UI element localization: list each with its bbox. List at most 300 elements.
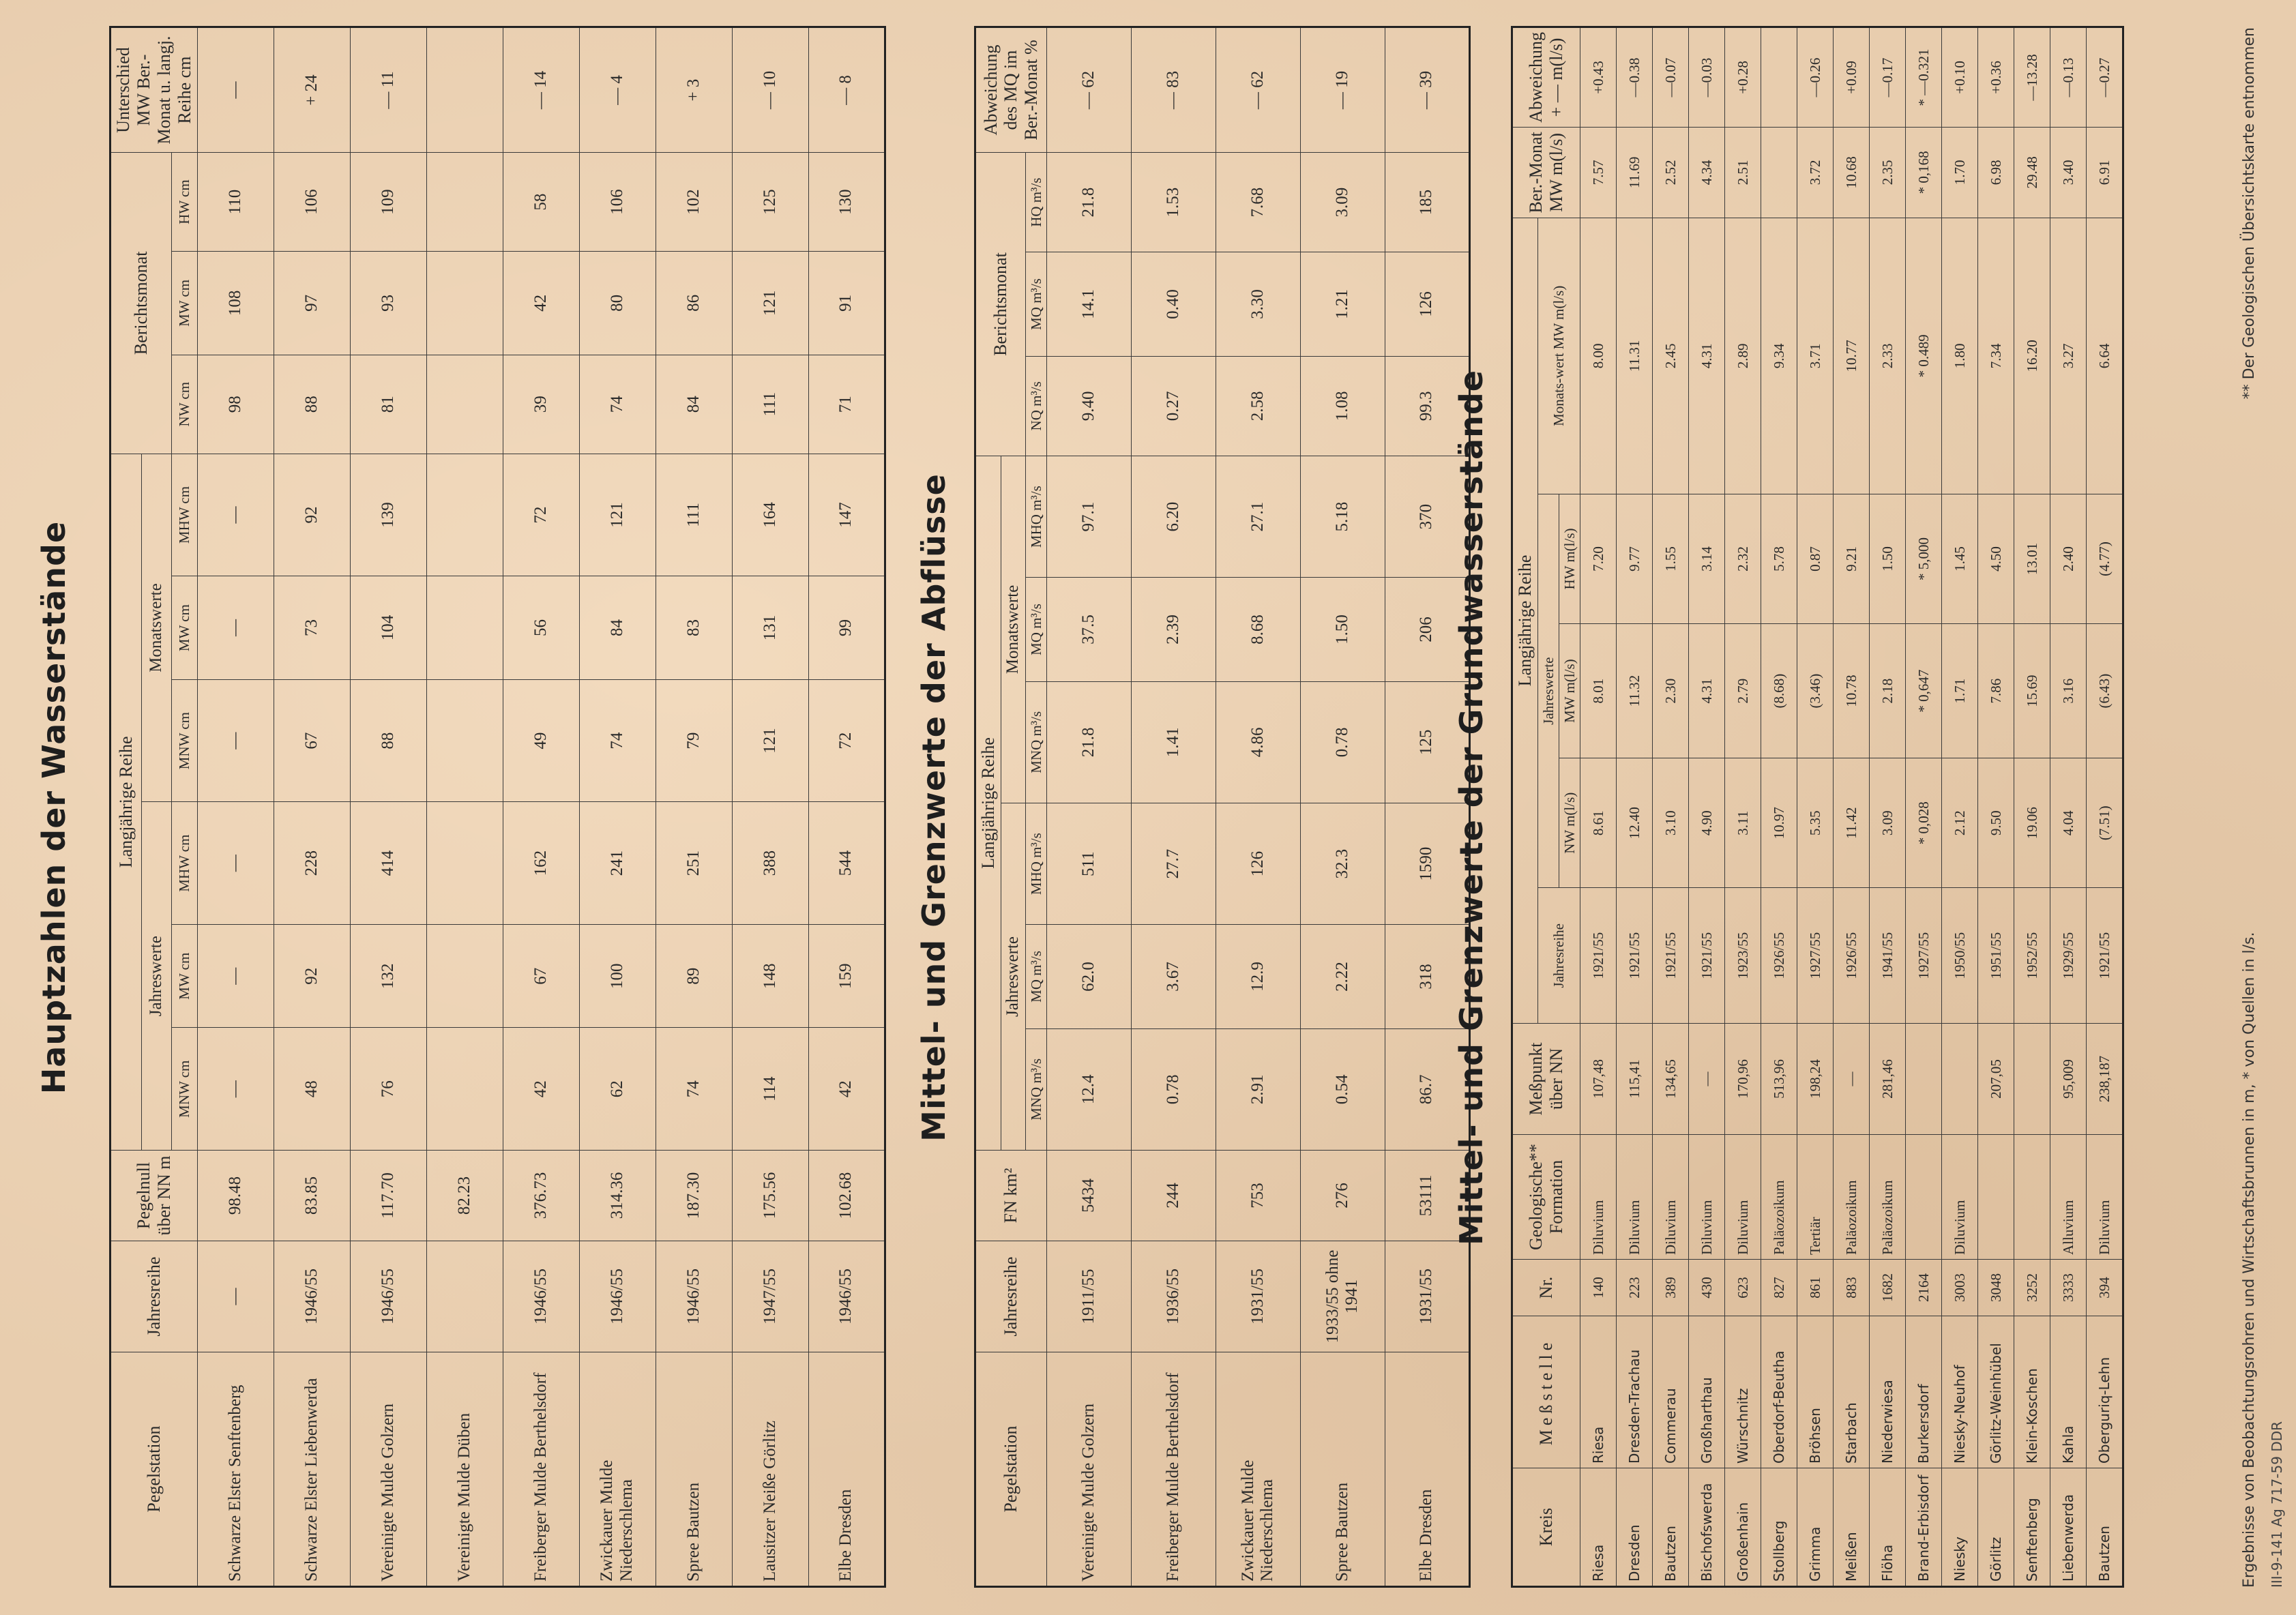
cell-value: 159 xyxy=(808,924,885,1028)
col-unit-0: MNW cm xyxy=(171,1028,197,1151)
cell-value: 126 xyxy=(1385,252,1469,356)
cell-value: 56 xyxy=(503,576,579,680)
cell-value: 72 xyxy=(808,679,885,802)
cell-ber: 6.91 xyxy=(2087,127,2123,218)
cell-jr: 1921/55 xyxy=(1580,888,1617,1024)
cell-pn: 117.70 xyxy=(350,1151,426,1241)
table-row xyxy=(197,27,274,1587)
cell-mp: 238,187 xyxy=(2087,1024,2123,1135)
col-unit-8: HQ m³/s xyxy=(1025,153,1046,252)
cell-jahresreihe: 1946/55 xyxy=(503,1241,579,1352)
title-wasserstaende: Hauptzahlen der Wasserstände xyxy=(35,520,72,1095)
cell-ber: 7.57 xyxy=(1580,127,1617,218)
col-jahreswerte: Jahreswerte xyxy=(142,802,172,1151)
cell-jahresreihe: 1911/55 xyxy=(1046,1241,1131,1352)
cell-value: 1.41 xyxy=(1131,681,1216,803)
cell-abw: +0.28 xyxy=(1725,27,1761,128)
cell-geo: Paläozoikum xyxy=(1834,1135,1870,1260)
cell-value: 228 xyxy=(274,802,350,925)
cell-ber: 4.34 xyxy=(1689,127,1725,218)
cell-geo: Diluvium xyxy=(2087,1135,2123,1260)
cell-value xyxy=(426,454,503,576)
cell-ber: 10.68 xyxy=(1834,127,1870,218)
cell-value: 74 xyxy=(579,355,656,454)
table-row xyxy=(1725,27,1761,1587)
cell-difference: — 62 xyxy=(1216,27,1300,153)
footnote-geologie: ** Der Geologischen Übersichtskarte entnommen xyxy=(2241,27,2258,400)
cell-value: 7.68 xyxy=(1216,153,1300,252)
cell-pegelstation: Zwickauer Mulde Niederschlema xyxy=(1216,1352,1300,1587)
col-unit-1: MW cm xyxy=(171,924,197,1028)
cell-nr: 861 xyxy=(1797,1260,1834,1316)
cell-ms: Bröhsen xyxy=(1797,1316,1834,1468)
col-hw: HW m(l/s) xyxy=(1559,494,1580,623)
cell-abw: * —0.321 xyxy=(1906,27,1942,128)
col-jahreswerte: Jahreswerte xyxy=(1001,803,1025,1150)
col-unit-5: MHQ m³/s xyxy=(1025,456,1046,577)
cell-ms: Niederwiesa xyxy=(1870,1316,1906,1468)
col-unit-2: MHQ m³/s xyxy=(1025,803,1046,924)
cell-geo xyxy=(1978,1135,2014,1260)
col-unit-7: MQ m³/s xyxy=(1025,252,1046,356)
cell-nr: 2164 xyxy=(1906,1260,1942,1316)
cell-value: 139 xyxy=(350,454,426,576)
cell-value: 42 xyxy=(503,252,579,355)
cell-value: 106 xyxy=(274,153,350,252)
cell-value: 9.40 xyxy=(1046,356,1131,456)
cell-kr: Brand-Erbisdorf xyxy=(1906,1468,1942,1587)
col-kreis: Kreis xyxy=(1512,1468,1580,1587)
table-wasserstaende xyxy=(109,26,886,1588)
cell-difference: + 3 xyxy=(656,27,732,153)
cell-kr: Flöha xyxy=(1870,1468,1906,1587)
cell-mw: (6.43) xyxy=(2087,624,2123,758)
col-monatswerte: Monatswerte xyxy=(142,454,172,802)
cell-jahresreihe: 1946/55 xyxy=(274,1241,350,1352)
table-row xyxy=(656,27,732,1587)
cell-value: 110 xyxy=(197,153,274,252)
cell-ms: Klein-Koschen xyxy=(2014,1316,2050,1468)
col-pegelstation: Pegelstation xyxy=(111,1352,198,1587)
cell-pegelstation: Zwickauer Mulde Niederschlema xyxy=(579,1352,656,1587)
cell-value: 73 xyxy=(274,576,350,680)
cell-abw: —0.03 xyxy=(1689,27,1725,128)
cell-jahresreihe: 1946/55 xyxy=(579,1241,656,1352)
cell-mw: * 0,647 xyxy=(1906,624,1942,758)
cell-value: — xyxy=(197,802,274,925)
cell-value: 1.50 xyxy=(1300,578,1385,681)
cell-abw: —0.27 xyxy=(2087,27,2123,128)
cell-geo: Diluvium xyxy=(1689,1135,1725,1260)
col-abweichung: Abweichung des MQ im Ber.-Monat % xyxy=(975,27,1047,153)
cell-mon: 11.31 xyxy=(1617,218,1653,494)
cell-difference: + 24 xyxy=(274,27,350,153)
col-unit-7: MW cm xyxy=(171,252,197,355)
cell-abw: +0.43 xyxy=(1580,27,1617,128)
cell-ms: Würschnitz xyxy=(1725,1316,1761,1468)
cell-mon: 3.71 xyxy=(1797,218,1834,494)
col-mw: MW m(l/s) xyxy=(1559,624,1580,758)
cell-value: 162 xyxy=(503,802,579,925)
cell-value: 86 xyxy=(656,252,732,355)
table-row xyxy=(1046,27,1131,1587)
cell-nr: 3003 xyxy=(1942,1260,1978,1316)
cell-jahresreihe xyxy=(426,1241,503,1352)
cell-mw: 10.78 xyxy=(1834,624,1870,758)
cell-nr: 827 xyxy=(1761,1260,1797,1316)
col-unit-6: NW cm xyxy=(171,355,197,454)
cell-value xyxy=(426,153,503,252)
cell-value: 8.68 xyxy=(1216,578,1300,681)
cell-hw: 1.55 xyxy=(1653,494,1689,623)
cell-hw: 2.40 xyxy=(2050,494,2087,623)
cell-mw: 1.71 xyxy=(1942,624,1978,758)
cell-pegelstation: Spree Bautzen xyxy=(656,1352,732,1587)
table-row xyxy=(2087,27,2123,1587)
cell-kr: Riesa xyxy=(1580,1468,1617,1587)
cell-value: 80 xyxy=(579,252,656,355)
cell-jahresreihe: 1946/55 xyxy=(808,1241,885,1352)
cell-pegelstation: Elbe Dresden xyxy=(1385,1352,1469,1587)
cell-jr: 1923/55 xyxy=(1725,888,1761,1024)
table-row xyxy=(350,27,426,1587)
col-unit-6: NQ m³/s xyxy=(1025,356,1046,456)
cell-value: 111 xyxy=(656,454,732,576)
col-unit-3: MNQ m³/s xyxy=(1025,681,1046,803)
cell-ber: 2.52 xyxy=(1653,127,1689,218)
cell-value: 544 xyxy=(808,802,885,925)
cell-value: 99.3 xyxy=(1385,356,1469,456)
cell-geo: Diluvium xyxy=(1725,1135,1761,1260)
col-nw: NW m(l/s) xyxy=(1559,758,1580,888)
cell-mw: 7.86 xyxy=(1978,624,2014,758)
cell-value: 27.7 xyxy=(1131,803,1216,924)
cell-fn: 244 xyxy=(1131,1151,1216,1241)
cell-hw: 1.50 xyxy=(1870,494,1906,623)
col-unit-8: HW cm xyxy=(171,153,197,252)
cell-value: 5.18 xyxy=(1300,456,1385,577)
cell-value: 104 xyxy=(350,576,426,680)
cell-abw xyxy=(1761,27,1797,128)
table-row xyxy=(1834,27,1870,1587)
table-row xyxy=(1653,27,1689,1587)
cell-abw: +0.09 xyxy=(1834,27,1870,128)
cell-pegelstation: Vereinigte Mulde Düben xyxy=(426,1352,503,1587)
cell-jahresreihe: 1947/55 xyxy=(732,1241,808,1352)
cell-value: 76 xyxy=(350,1028,426,1151)
cell-nw: 5.35 xyxy=(1797,758,1834,888)
cell-ber: 1.70 xyxy=(1942,127,1978,218)
cell-fn: 5434 xyxy=(1046,1151,1131,1241)
cell-pegelstation: Schwarze Elster Liebenwerda xyxy=(274,1352,350,1587)
cell-nr: 1682 xyxy=(1870,1260,1906,1316)
cell-nw: 12.40 xyxy=(1617,758,1653,888)
cell-difference: — 4 xyxy=(579,27,656,153)
cell-value: 0.40 xyxy=(1131,252,1216,356)
cell-value: 14.1 xyxy=(1046,252,1131,356)
cell-value: 88 xyxy=(350,679,426,802)
cell-hw: 5.78 xyxy=(1761,494,1797,623)
cell-mon: * 0.489 xyxy=(1906,218,1942,494)
footnote-beobachtung: Ergebnisse von Beobachtungsrohren und Wirtschaftsbrunnen in m, * von Quellen in l/s. xyxy=(2241,932,2258,1588)
cell-kr: Senftenberg xyxy=(2014,1468,2050,1587)
cell-hw: 0.87 xyxy=(1797,494,1834,623)
cell-value: 91 xyxy=(808,252,885,355)
cell-ms: Commerau xyxy=(1653,1316,1689,1468)
cell-mon: 2.45 xyxy=(1653,218,1689,494)
cell-ms: Riesa xyxy=(1580,1316,1617,1468)
cell-nr: 430 xyxy=(1689,1260,1725,1316)
cell-jahresreihe: 1946/55 xyxy=(350,1241,426,1352)
cell-mon: 2.33 xyxy=(1870,218,1906,494)
cell-value: 126 xyxy=(1216,803,1300,924)
cell-value: 37.5 xyxy=(1046,578,1131,681)
cell-value: 6.20 xyxy=(1131,456,1216,577)
cell-geo: Paläozoikum xyxy=(1870,1135,1906,1260)
cell-hw: 9.21 xyxy=(1834,494,1870,623)
cell-jr: 1951/55 xyxy=(1978,888,2014,1024)
cell-abw: +0.36 xyxy=(1978,27,2014,128)
cell-value: 185 xyxy=(1385,153,1469,252)
cell-nr: 3048 xyxy=(1978,1260,2014,1316)
cell-ms: Dresden-Trachau xyxy=(1617,1316,1653,1468)
cell-geo: Alluvium xyxy=(2050,1135,2087,1260)
cell-hw: 7.20 xyxy=(1580,494,1617,623)
cell-value: 12.9 xyxy=(1216,925,1300,1028)
cell-jahresreihe: — xyxy=(197,1241,274,1352)
col-ber-monat: Ber.-Monat MW m(l/s) xyxy=(1512,127,1580,218)
cell-ber: * 0,168 xyxy=(1906,127,1942,218)
cell-pn: 98.48 xyxy=(197,1151,274,1241)
table-row xyxy=(1797,27,1834,1587)
cell-value: 3.67 xyxy=(1131,925,1216,1028)
cell-value: 0.27 xyxy=(1131,356,1216,456)
cell-geo: Diluvium xyxy=(1942,1135,1978,1260)
cell-value: 93 xyxy=(350,252,426,355)
cell-difference: — 8 xyxy=(808,27,885,153)
col-abweichung: Abweichung + — m(l/s) xyxy=(1512,27,1580,128)
table-row xyxy=(503,27,579,1587)
cell-jahresreihe: 1946/55 xyxy=(656,1241,732,1352)
cell-kr: Bautzen xyxy=(2087,1468,2123,1587)
cell-abw: —0.07 xyxy=(1653,27,1689,128)
cell-jr: 1926/55 xyxy=(1761,888,1797,1024)
cell-kr: Bautzen xyxy=(1653,1468,1689,1587)
table-row xyxy=(1689,27,1725,1587)
cell-geo: Paläozoikum xyxy=(1761,1135,1797,1260)
cell-value: 48 xyxy=(274,1028,350,1151)
cell-value: 100 xyxy=(579,924,656,1028)
cell-mp: 207,05 xyxy=(1978,1024,2014,1135)
cell-nr: 140 xyxy=(1580,1260,1617,1316)
table-row xyxy=(732,27,808,1587)
cell-ber: 2.35 xyxy=(1870,127,1906,218)
col-pegelnull: Pegelnull über NN m xyxy=(111,1151,198,1241)
table-row xyxy=(2050,27,2087,1587)
cell-difference: — 39 xyxy=(1385,27,1469,153)
cell-value: 1.53 xyxy=(1131,153,1216,252)
col-messstelle: Meßstelle xyxy=(1512,1316,1580,1468)
cell-value xyxy=(426,355,503,454)
col-jahresreihe: Jahresreihe xyxy=(1537,888,1580,1024)
cell-nr: 223 xyxy=(1617,1260,1653,1316)
col-monatswerte: Monatswerte xyxy=(1001,456,1025,803)
col-langjaehrige-reihe: Langjährige Reihe xyxy=(975,456,1001,1150)
col-monatswert: Monats-wert MW m(l/s) xyxy=(1537,218,1580,494)
cell-value: 4.86 xyxy=(1216,681,1300,803)
cell-value: 511 xyxy=(1046,803,1131,924)
cell-mon: 10.77 xyxy=(1834,218,1870,494)
cell-ber: 2.51 xyxy=(1725,127,1761,218)
cell-mon: 2.89 xyxy=(1725,218,1761,494)
cell-hw: (4.77) xyxy=(2087,494,2123,623)
cell-mw: (3.46) xyxy=(1797,624,1834,758)
col-unterschied: Unterschied MW Ber.-Monat u. langj. Reihe cm xyxy=(111,27,198,153)
col-unit-4: MQ m³/s xyxy=(1025,578,1046,681)
cell-value: 131 xyxy=(732,576,808,680)
cell-value: 318 xyxy=(1385,925,1469,1028)
cell-value: 130 xyxy=(808,153,885,252)
cell-mp: 170,96 xyxy=(1725,1024,1761,1135)
cell-mw: 3.16 xyxy=(2050,624,2087,758)
cell-value: 106 xyxy=(579,153,656,252)
cell-pegelstation: Spree Bautzen xyxy=(1300,1352,1385,1587)
cell-jr: 1941/55 xyxy=(1870,888,1906,1024)
col-langjaehrige-reihe: Langjährige Reihe xyxy=(1512,218,1538,1023)
cell-value: — xyxy=(197,576,274,680)
cell-nw: 3.09 xyxy=(1870,758,1906,888)
cell-value: — xyxy=(197,679,274,802)
cell-mon: 8.00 xyxy=(1580,218,1617,494)
cell-jahresreihe: 1931/55 xyxy=(1216,1241,1300,1352)
cell-mp: 198,24 xyxy=(1797,1024,1834,1135)
cell-mon: 9.34 xyxy=(1761,218,1797,494)
cell-value: 251 xyxy=(656,802,732,925)
table-row xyxy=(2014,27,2050,1587)
cell-mon: 7.34 xyxy=(1978,218,2014,494)
cell-nw: 4.04 xyxy=(2050,758,2087,888)
cell-jr: 1952/55 xyxy=(2014,888,2050,1024)
cell-nw: 4.90 xyxy=(1689,758,1725,888)
cell-geo xyxy=(1906,1135,1942,1260)
cell-pegelstation: Elbe Dresden xyxy=(808,1352,885,1587)
cell-nw: (7.51) xyxy=(2087,758,2123,888)
cell-value: 62 xyxy=(579,1028,656,1151)
cell-value: 0.78 xyxy=(1300,681,1385,803)
cell-value: 74 xyxy=(579,679,656,802)
title-abfluesse: Mittel- und Grenzwerte der Abflüsse xyxy=(915,473,952,1142)
cell-value: 3.30 xyxy=(1216,252,1300,356)
cell-mp: 134,65 xyxy=(1653,1024,1689,1135)
cell-mon: 4.31 xyxy=(1689,218,1725,494)
cell-fn: 753 xyxy=(1216,1151,1300,1241)
cell-kr: Görlitz xyxy=(1978,1468,2014,1587)
col-unit-3: MNW cm xyxy=(171,679,197,802)
cell-kr: Meißen xyxy=(1834,1468,1870,1587)
title-grundwasser: Mittel- und Grenzwerte der Grundwasserstände xyxy=(1453,370,1490,1245)
cell-mp: 95,009 xyxy=(2050,1024,2087,1135)
cell-value: 370 xyxy=(1385,456,1469,577)
cell-nw: * 0,028 xyxy=(1906,758,1942,888)
cell-mw: 8.01 xyxy=(1580,624,1617,758)
cell-value: 27.1 xyxy=(1216,456,1300,577)
cell-value: — xyxy=(197,1028,274,1151)
cell-value: 81 xyxy=(350,355,426,454)
table-row xyxy=(808,27,885,1587)
cell-value: 102 xyxy=(656,153,732,252)
cell-geo xyxy=(2014,1135,2050,1260)
cell-value: 114 xyxy=(732,1028,808,1151)
col-berichtsmonat: Berichtsmonat xyxy=(975,153,1026,456)
cell-jr: 1921/55 xyxy=(1653,888,1689,1024)
cell-ms: Oberdorf-Beutha xyxy=(1761,1316,1797,1468)
cell-value: 32.3 xyxy=(1300,803,1385,924)
cell-pn: 376.73 xyxy=(503,1151,579,1241)
cell-mw: 15.69 xyxy=(2014,624,2050,758)
cell-value: 97 xyxy=(274,252,350,355)
col-fn: FN km² xyxy=(975,1151,1047,1241)
col-berichtsmonat: Berichtsmonat xyxy=(111,153,172,454)
cell-nr: 883 xyxy=(1834,1260,1870,1316)
cell-value: 109 xyxy=(350,153,426,252)
table-row xyxy=(1870,27,1906,1587)
col-pegelstation: Pegelstation xyxy=(975,1352,1047,1587)
cell-kr: Stollberg xyxy=(1761,1468,1797,1587)
col-unit-4: MW cm xyxy=(171,576,197,680)
cell-pegelstation: Freiberger Mulde Berthelsdorf xyxy=(1131,1352,1216,1587)
cell-value: 92 xyxy=(274,924,350,1028)
cell-value: 39 xyxy=(503,355,579,454)
cell-jahresreihe: 1936/55 xyxy=(1131,1241,1216,1352)
cell-mw: 2.79 xyxy=(1725,624,1761,758)
col-geologie: Geologische** Formation xyxy=(1512,1135,1580,1260)
cell-mon: 1.80 xyxy=(1942,218,1978,494)
cell-value: 148 xyxy=(732,924,808,1028)
cell-hw: 13.01 xyxy=(2014,494,2050,623)
cell-mon: 6.64 xyxy=(2087,218,2123,494)
cell-geo: Diluvium xyxy=(1580,1135,1617,1260)
cell-jr: 1921/55 xyxy=(1689,888,1725,1024)
cell-value: 74 xyxy=(656,1028,732,1151)
col-jahreswerte: Jahreswerte xyxy=(1537,494,1559,888)
table-row xyxy=(274,27,350,1587)
cell-value: 1.21 xyxy=(1300,252,1385,356)
cell-abw: —0.13 xyxy=(2050,27,2087,128)
cell-value: 12.4 xyxy=(1046,1028,1131,1150)
cell-kr: Liebenwerda xyxy=(2050,1468,2087,1587)
cell-hw: 9.77 xyxy=(1617,494,1653,623)
cell-mp xyxy=(1942,1024,1978,1135)
cell-ber: 6.98 xyxy=(1978,127,2014,218)
col-unit-0: MNQ m³/s xyxy=(1025,1028,1046,1150)
cell-value: 98 xyxy=(197,355,274,454)
cell-ber: 3.72 xyxy=(1797,127,1834,218)
table-row xyxy=(1617,27,1653,1587)
cell-difference: — 10 xyxy=(732,27,808,153)
cell-nw: 10.97 xyxy=(1761,758,1797,888)
cell-value: 58 xyxy=(503,153,579,252)
cell-nw: 8.61 xyxy=(1580,758,1617,888)
cell-mp xyxy=(1906,1024,1942,1135)
cell-value: 42 xyxy=(503,1028,579,1151)
cell-mon: 3.27 xyxy=(2050,218,2087,494)
cell-ms: Burkersdorf xyxy=(1906,1316,1942,1468)
cell-ms: Kahla xyxy=(2050,1316,2087,1468)
cell-value: 132 xyxy=(350,924,426,1028)
cell-nr: 623 xyxy=(1725,1260,1761,1316)
cell-fn: 276 xyxy=(1300,1151,1385,1241)
cell-value: 83 xyxy=(656,576,732,680)
